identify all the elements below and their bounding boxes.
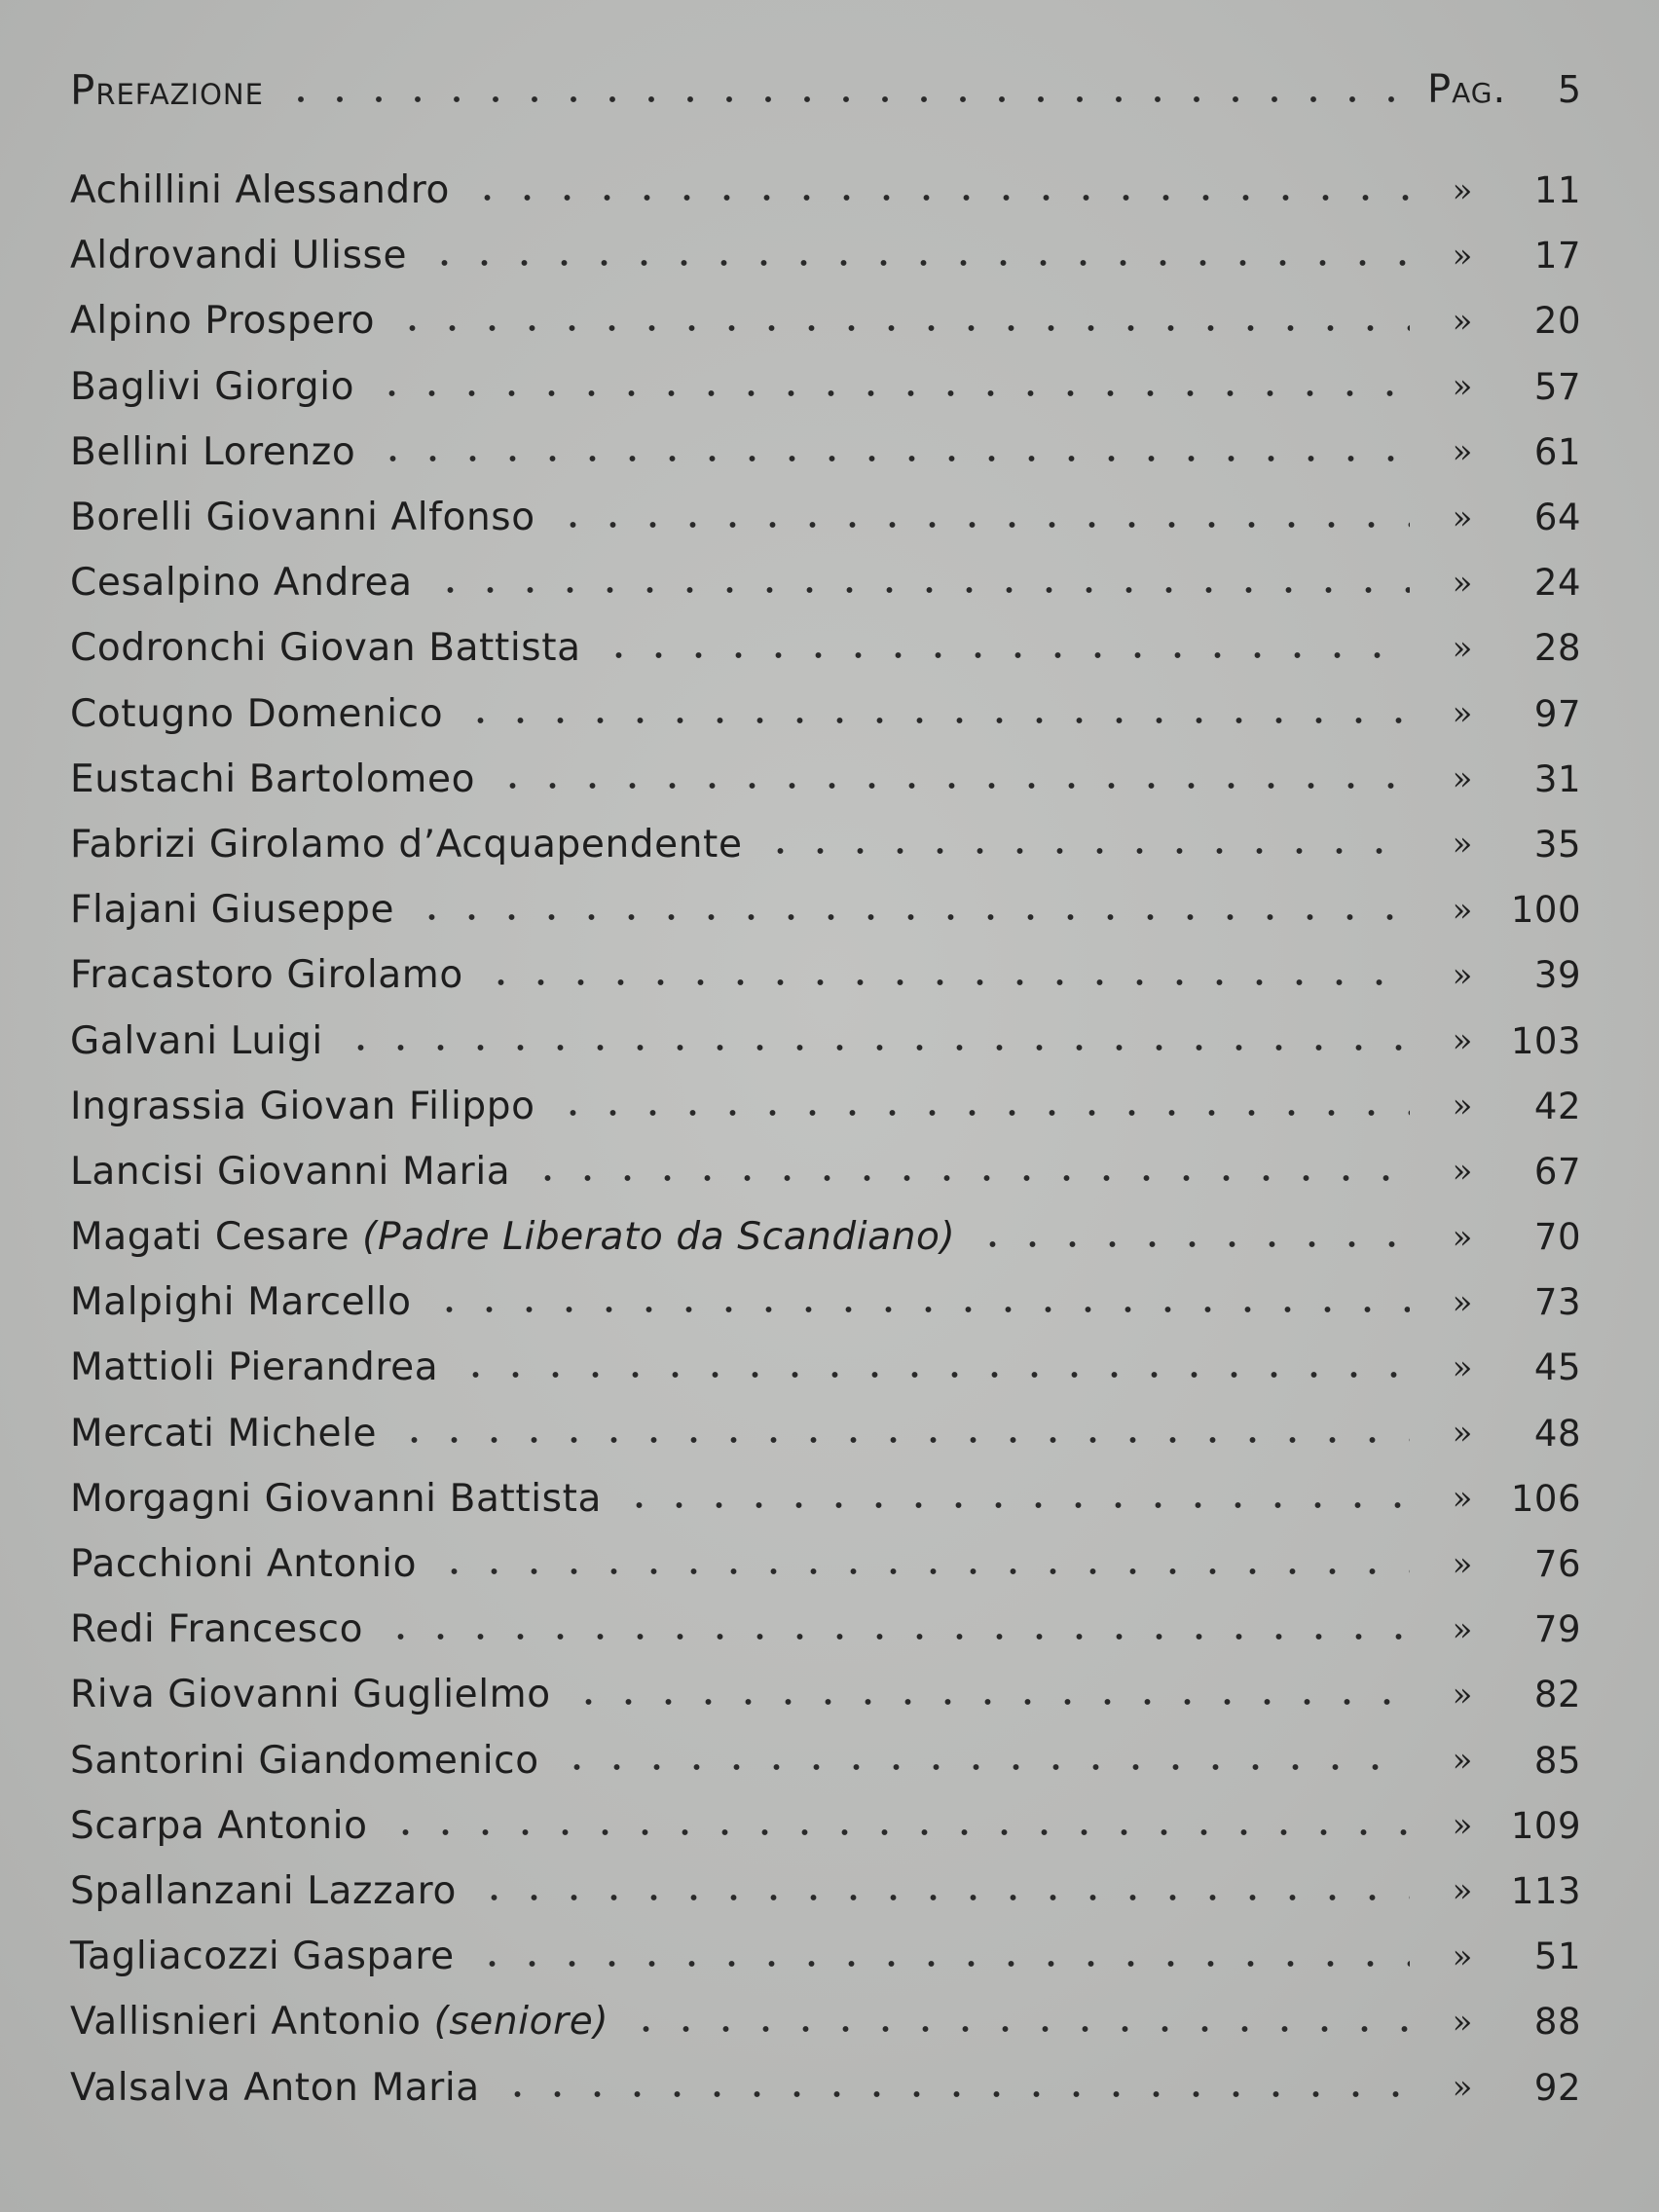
ditto-mark: » [1452, 498, 1473, 537]
entry-name: Scarpa Antonio [70, 1803, 368, 1848]
ditto-mark: » [1452, 759, 1473, 799]
dot-leader [557, 1750, 1410, 1785]
dot-leader [553, 507, 1410, 542]
ditto-mark: » [1452, 890, 1473, 930]
dot-leader [619, 1488, 1410, 1523]
toc-entry [70, 747, 1581, 812]
toc-entry [70, 1859, 1581, 1924]
dot-leader [461, 703, 1410, 738]
toc-entry [70, 1466, 1581, 1531]
ditto-mark: » [1452, 2068, 1473, 2108]
entry-name: Achillini Alessandro [70, 168, 451, 213]
entry-page-number: 31 [1533, 757, 1581, 800]
toc-entry [70, 1270, 1581, 1335]
entry-page-number: 64 [1533, 497, 1581, 539]
preface-entry [70, 60, 1581, 119]
entry-page-number: 109 [1510, 1804, 1581, 1847]
ditto-mark: » [1452, 367, 1473, 407]
toc-entry [70, 2054, 1581, 2120]
dot-leader [281, 80, 1412, 119]
dot-leader [341, 1030, 1410, 1065]
toc-entry [70, 550, 1581, 615]
entry-page-number: 73 [1533, 1281, 1581, 1324]
ditto-mark: » [1452, 301, 1473, 341]
entry-name: Santorini Giandomenico [70, 1738, 539, 1783]
table-of-contents [70, 158, 1581, 2120]
ditto-mark: » [1452, 1347, 1473, 1387]
entry-page-number: 61 [1533, 430, 1581, 473]
toc-entry [70, 420, 1581, 485]
dot-leader [472, 1946, 1410, 1981]
ditto-mark: » [1452, 694, 1473, 734]
toc-entry [70, 158, 1581, 223]
ditto-mark: » [1452, 170, 1473, 210]
entry-name: Magati Cesare (Padre Liberato da Scandiano) [70, 1215, 956, 1260]
entry-page-number: 45 [1533, 1346, 1581, 1389]
entry-name: Morgagni Giovanni Battista [70, 1476, 602, 1521]
dot-leader [412, 900, 1410, 935]
dot-leader [569, 1684, 1410, 1719]
entry-name: Baglivi Giorgio [70, 364, 355, 409]
dot-leader [386, 1815, 1410, 1850]
preface-page-number: 5 [1557, 68, 1581, 111]
ditto-mark: » [1452, 1152, 1473, 1192]
ditto-mark: » [1452, 1936, 1473, 1976]
ditto-mark: » [1452, 1741, 1473, 1781]
dot-leader [381, 1619, 1410, 1654]
ditto-mark: » [1452, 1544, 1473, 1584]
entry-name: Cotugno Domenico [70, 691, 444, 736]
ditto-mark: » [1452, 1871, 1473, 1911]
entry-name: Eustachi Bartolomeo [70, 756, 476, 801]
dot-leader [467, 180, 1410, 215]
ditto-mark: » [1452, 1479, 1473, 1519]
ditto-mark: » [1452, 1806, 1473, 1846]
toc-entry [70, 1531, 1581, 1597]
toc-entry [70, 682, 1581, 747]
ditto-mark: » [1452, 1282, 1473, 1322]
entry-page-number: 20 [1533, 300, 1581, 343]
toc-entry [70, 485, 1581, 550]
ditto-mark: » [1452, 825, 1473, 865]
toc-entry [70, 877, 1581, 942]
entry-name: Fabrizi Girolamo d’Acquapendente [70, 822, 743, 866]
ditto-mark: » [1452, 628, 1473, 668]
entry-page-number: 28 [1533, 627, 1581, 670]
toc-entry [70, 1204, 1581, 1270]
dot-leader [392, 311, 1410, 346]
entry-name: Flajani Giuseppe [70, 888, 395, 933]
entry-name: Cesalpino Andrea [70, 561, 413, 606]
entry-page-number: 70 [1533, 1216, 1581, 1259]
toc-entry [70, 1401, 1581, 1466]
dot-leader [553, 1095, 1410, 1130]
dot-leader [456, 1357, 1410, 1392]
dot-leader [599, 638, 1410, 673]
dot-leader [760, 833, 1410, 868]
ditto-mark: » [1452, 1217, 1473, 1257]
dot-leader [429, 1292, 1410, 1327]
pag-label: Pag. [1427, 67, 1507, 112]
dot-leader [372, 376, 1410, 411]
entry-page-number: 17 [1533, 235, 1581, 277]
ditto-mark: » [1452, 1021, 1473, 1061]
entry-page-number: 88 [1533, 2001, 1581, 2044]
entry-note: (Padre Liberato da Scandiano) [362, 1215, 956, 1260]
toc-entry [70, 354, 1581, 420]
ditto-mark: » [1452, 1414, 1473, 1454]
ditto-mark: » [1452, 563, 1473, 603]
toc-entry [70, 223, 1581, 288]
dot-leader [430, 572, 1410, 608]
toc-entry [70, 1074, 1581, 1139]
entry-page-number: 106 [1510, 1477, 1581, 1520]
entry-page-number: 24 [1533, 562, 1581, 605]
ditto-mark: » [1452, 1675, 1473, 1714]
entry-name: Mercati Michele [70, 1411, 378, 1456]
dot-leader [373, 441, 1410, 476]
entry-page-number: 67 [1533, 1150, 1581, 1193]
dot-leader [474, 1880, 1410, 1915]
entry-name: Lancisi Giovanni Maria [70, 1149, 511, 1194]
dot-leader [626, 2011, 1410, 2046]
entry-name: Fracastoro Girolamo [70, 953, 463, 998]
toc-entry [70, 288, 1581, 353]
entry-name: Valsalva Anton Maria [70, 2065, 480, 2110]
entry-name: Borelli Giovanni Alfonso [70, 496, 535, 540]
entry-name: Mattioli Pierandrea [70, 1346, 439, 1390]
entry-name: Bellini Lorenzo [70, 429, 356, 474]
ditto-mark: » [1452, 432, 1473, 472]
dot-leader [394, 1422, 1410, 1457]
entry-page-number: 51 [1533, 1936, 1581, 1978]
dot-leader [481, 965, 1410, 1000]
dot-leader [498, 2077, 1410, 2112]
entry-name: Alpino Prospero [70, 299, 376, 344]
entry-page-number: 113 [1510, 1869, 1581, 1912]
entry-name: Malpighi Marcello [70, 1280, 412, 1325]
toc-entry [70, 1924, 1581, 1989]
ditto-mark: » [1452, 2002, 1473, 2042]
entry-page-number: 42 [1533, 1085, 1581, 1127]
entry-name: Ingrassia Giovan Filippo [70, 1084, 535, 1128]
toc-entry [70, 812, 1581, 877]
entry-page-number: 48 [1533, 1412, 1581, 1455]
dot-leader [493, 768, 1410, 803]
toc-entry [70, 1597, 1581, 1662]
toc-entry [70, 1335, 1581, 1400]
entry-page-number: 97 [1533, 692, 1581, 735]
entry-name: Pacchioni Antonio [70, 1542, 418, 1587]
dot-leader [424, 245, 1410, 280]
preface-title: Prefazione [70, 65, 264, 114]
entry-name: Spallanzani Lazzaro [70, 1868, 457, 1913]
entry-name: Aldrovandi Ulisse [70, 234, 408, 278]
entry-name: Riva Giovanni Guglielmo [70, 1673, 551, 1717]
entry-page-number: 35 [1533, 823, 1581, 866]
toc-entry [70, 1008, 1581, 1073]
dot-leader [434, 1554, 1410, 1589]
toc-entry [70, 1989, 1581, 2054]
dot-leader [973, 1227, 1410, 1262]
ditto-mark: » [1452, 1087, 1473, 1126]
toc-entry [70, 1728, 1581, 1793]
entry-page-number: 85 [1533, 1739, 1581, 1782]
dot-leader [528, 1161, 1410, 1196]
entry-name: Tagliacozzi Gaspare [70, 1935, 455, 1979]
ditto-mark: » [1452, 236, 1473, 276]
entry-name: Codronchi Giovan Battista [70, 626, 581, 671]
ditto-mark: » [1452, 955, 1473, 995]
entry-page-number: 100 [1510, 889, 1581, 932]
entry-page-number: 103 [1510, 1019, 1581, 1062]
toc-entry [70, 1662, 1581, 1727]
entry-name: Vallisnieri Antonio (seniore) [70, 2000, 609, 2045]
toc-entry [70, 942, 1581, 1008]
toc-entry [70, 1139, 1581, 1204]
entry-page-number: 92 [1533, 2066, 1581, 2109]
entry-page-number: 76 [1533, 1543, 1581, 1586]
toc-entry [70, 615, 1581, 681]
toc-entry [70, 1793, 1581, 1859]
entry-note: (seniore) [433, 2000, 609, 2045]
ditto-mark: » [1452, 1609, 1473, 1649]
entry-name: Galvani Luigi [70, 1018, 323, 1063]
entry-page-number: 39 [1533, 954, 1581, 997]
entry-name: Redi Francesco [70, 1607, 364, 1652]
entry-page-number: 11 [1533, 169, 1581, 212]
entry-page-number: 57 [1533, 365, 1581, 408]
entry-page-number: 82 [1533, 1674, 1581, 1716]
entry-page-number: 79 [1533, 1608, 1581, 1651]
